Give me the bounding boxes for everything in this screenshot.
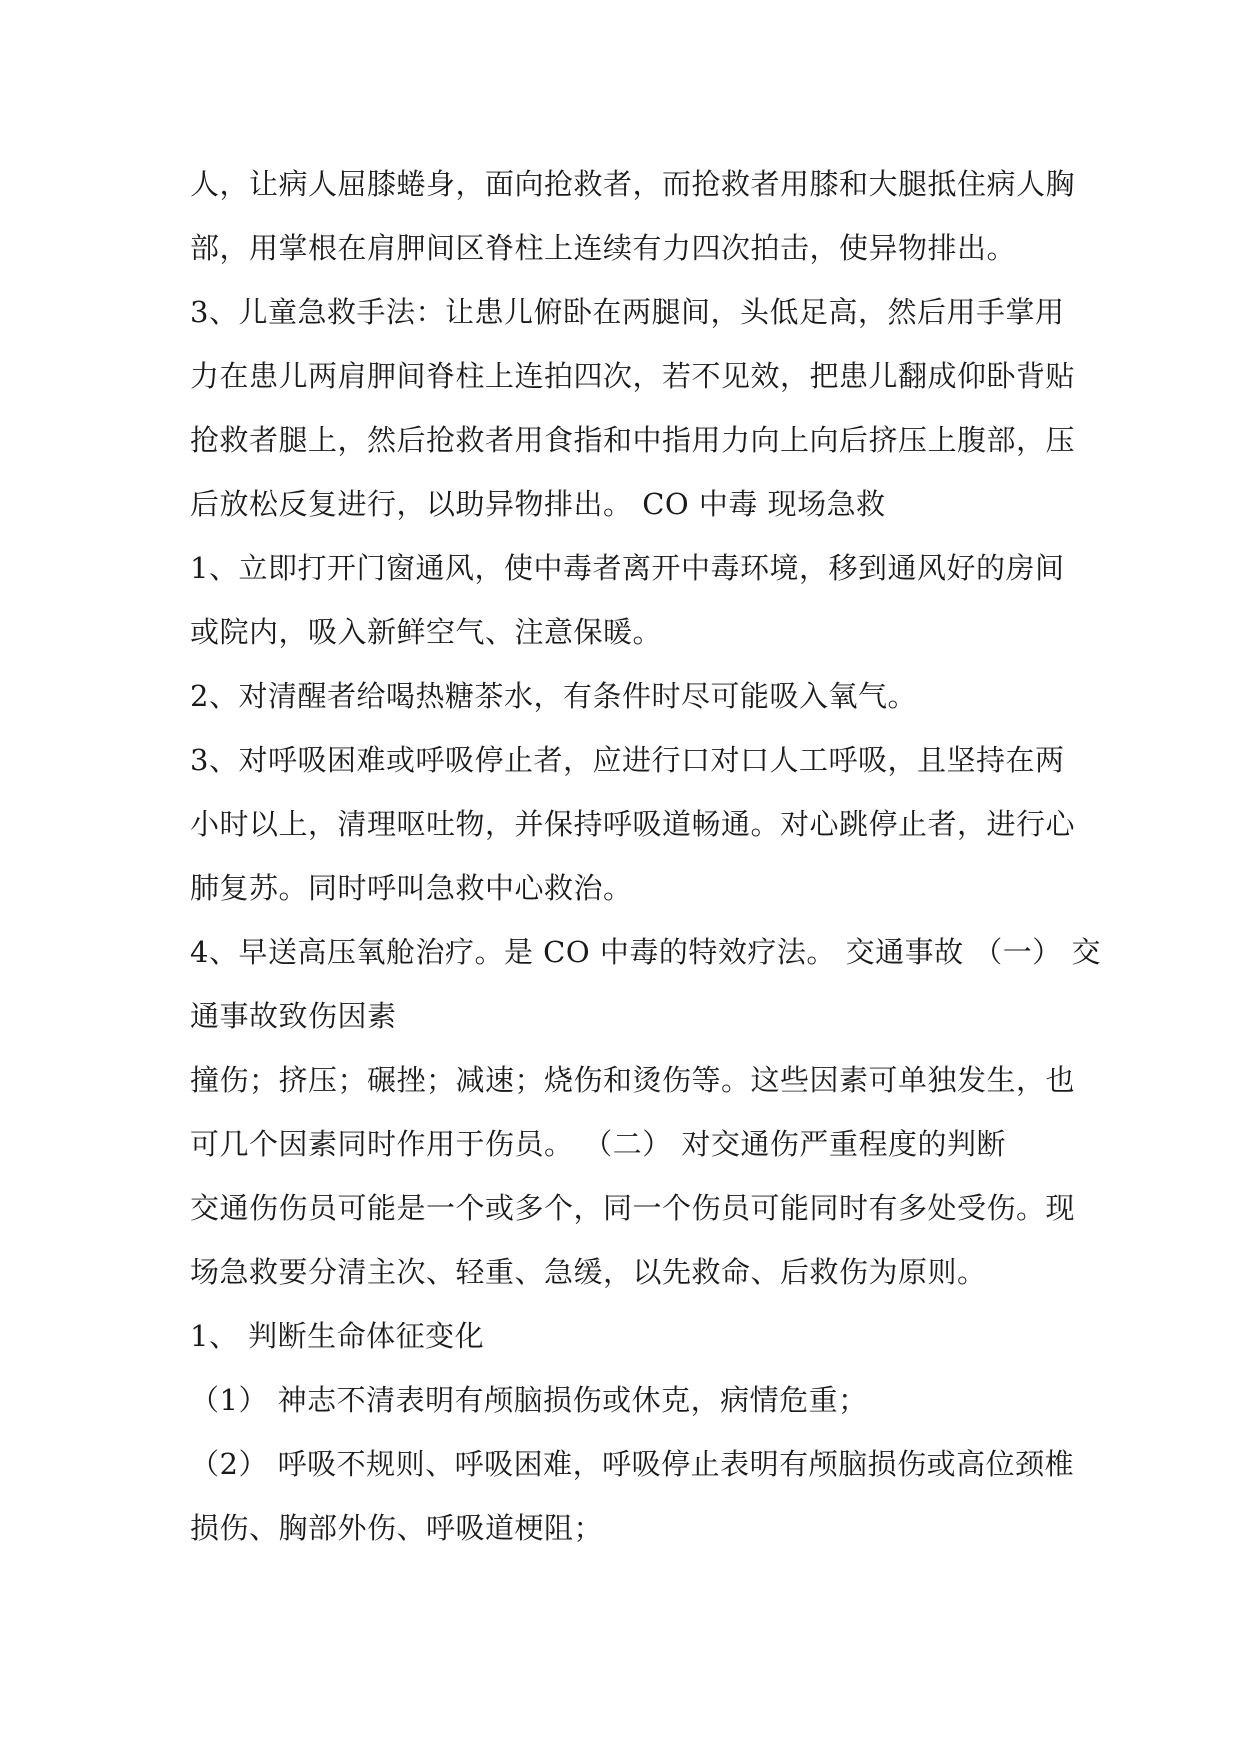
text-line: 肺复苏。同时呼叫急救中心救治。	[190, 871, 633, 905]
text-line: 1、 判断生命体征变化	[190, 1319, 485, 1353]
text-line: 后放松反复进行，以助异物排出。 CO 中毒 现场急救	[190, 487, 886, 521]
text-line: 3、儿童急救手法：让患儿俯卧在两腿间，头低足高，然后用手掌用	[190, 295, 1065, 329]
text-line: （1） 神志不清表明有颅脑损伤或休克，病情危重；	[190, 1383, 868, 1417]
text-line: 抢救者腿上，然后抢救者用食指和中指用力向上向后挤压上腹部，压	[190, 423, 1076, 457]
text-line: 撞伤；挤压；碾挫；减速；烧伤和烫伤等。这些因素可单独发生，也	[190, 1063, 1076, 1097]
text-line: （2） 呼吸不规则、呼吸困难，呼吸停止表明有颅脑损伤或高位颈椎	[190, 1447, 1075, 1481]
text-line: 通事故致伤因素	[190, 999, 397, 1033]
text-line: 可几个因素同时作用于伤员。 （二） 对交通伤严重程度的判断	[190, 1127, 1006, 1161]
text-line: 3、对呼吸困难或呼吸停止者，应进行口对口人工呼吸，且坚持在两	[190, 743, 1065, 777]
text-line: 1、立即打开门窗通风，使中毒者离开中毒环境，移到通风好的房间	[190, 551, 1065, 585]
text-line: 小时以上，清理呕吐物，并保持呼吸道畅通。对心跳停止者，进行心	[190, 807, 1076, 841]
text-line: 交通伤伤员可能是一个或多个，同一个伤员可能同时有多处受伤。现	[190, 1191, 1076, 1225]
text-line: 力在患儿两肩胛间脊柱上连拍四次，若不见效，把患儿翻成仰卧背贴	[190, 359, 1076, 393]
text-line: 2、对清醒者给喝热糖茶水，有条件时尽可能吸入氧气。	[190, 679, 917, 713]
text-line: 4、早送高压氧舱治疗。是 CO 中毒的特效疗法。 交通事故 （一） 交	[190, 935, 1102, 969]
document-body	[190, 162, 1102, 1570]
text-line: 损伤、胸部外伤、呼吸道梗阻；	[190, 1511, 604, 1545]
text-line: 场急救要分清主次、轻重、急缓，以先救命、后救伤为原则。	[190, 1255, 987, 1289]
text-line: 部，用掌根在肩胛间区脊柱上连续有力四次拍击，使异物排出。	[190, 231, 1017, 265]
text-line: 或院内，吸入新鲜空气、注意保暖。	[190, 615, 663, 649]
text-line: 人，让病人屈膝蜷身，面向抢救者，而抢救者用膝和大腿抵住病人胸	[190, 167, 1076, 201]
